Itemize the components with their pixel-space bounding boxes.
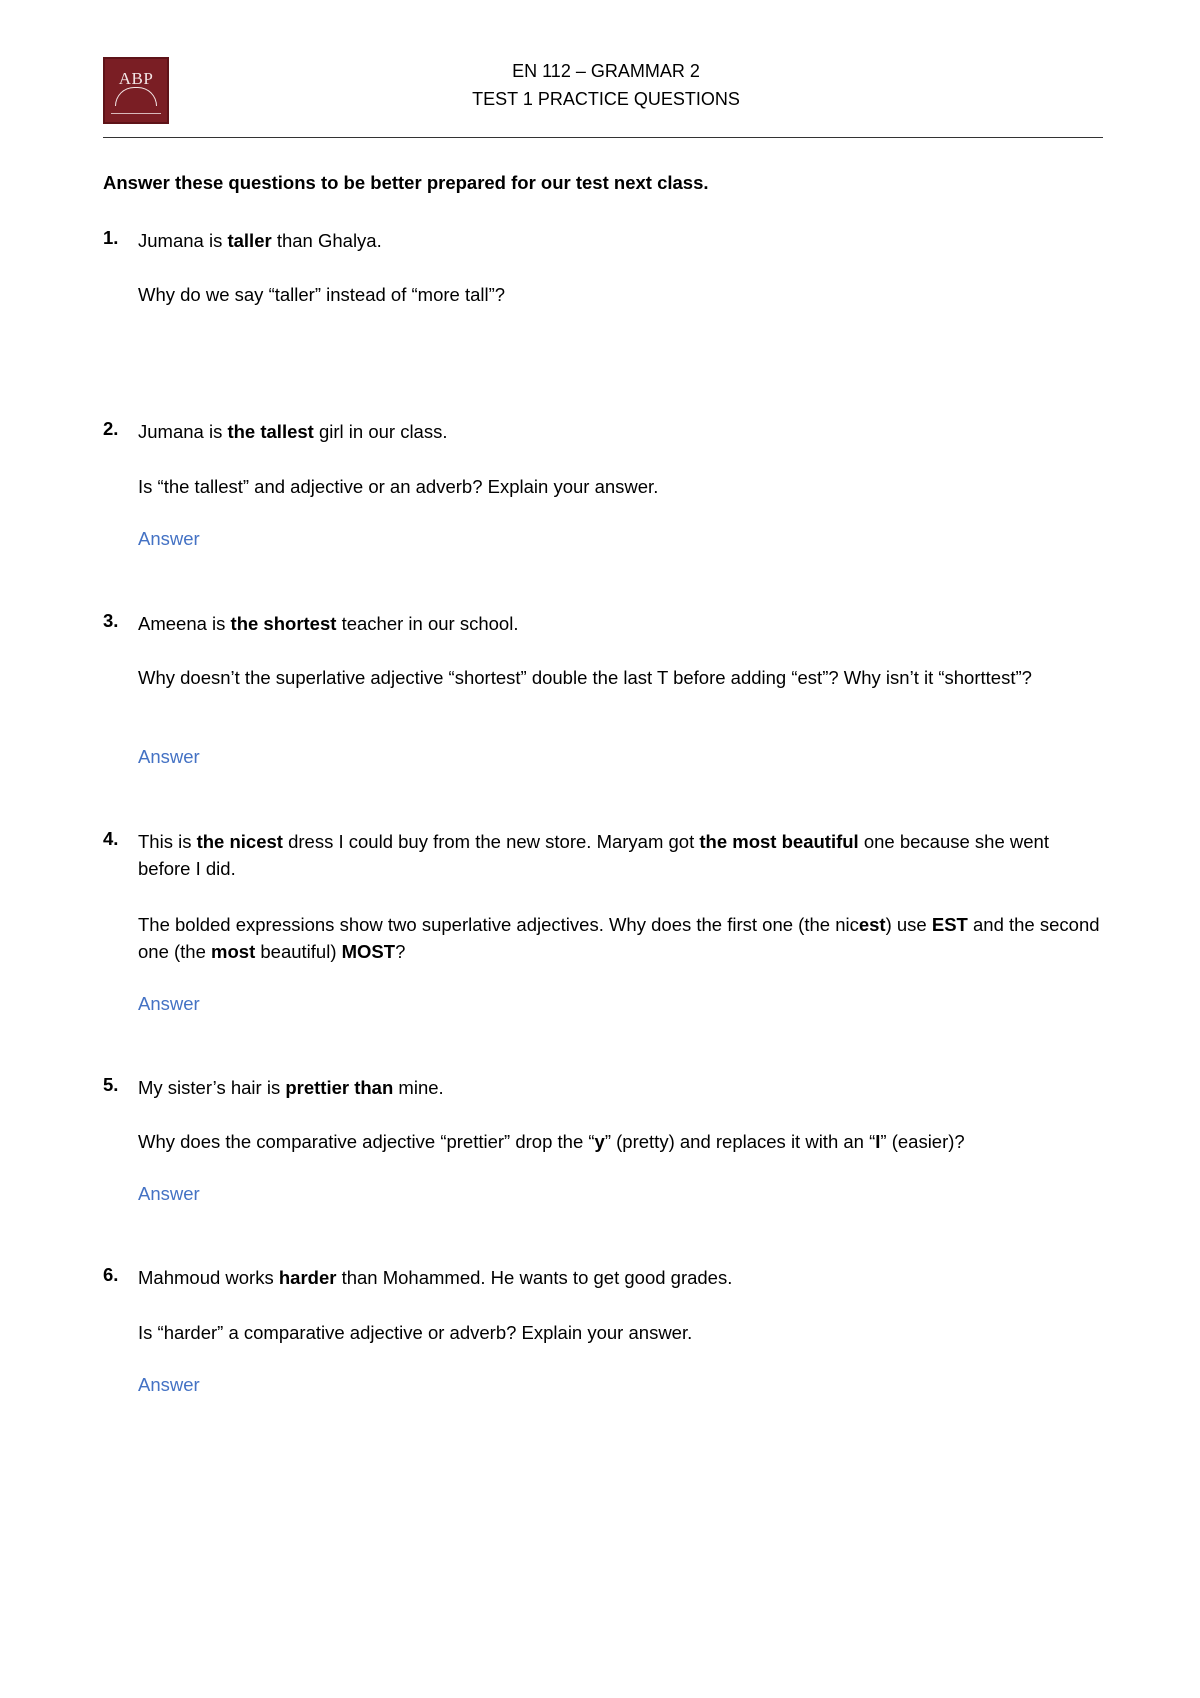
bold-text-run: EST bbox=[931, 914, 968, 935]
question-number: 5. bbox=[103, 1074, 119, 1095]
question-prompt bbox=[138, 911, 1103, 965]
text-run: ” (easier)? bbox=[880, 1131, 965, 1152]
text-run: Why doesn’t the superlative adjective “shortest” double the last T before adding “est”? Why isn’t it “shorttest”? bbox=[138, 667, 1032, 688]
text-run: Why does the comparative adjective “prettier” drop the “ bbox=[138, 1131, 595, 1152]
bold-text-run: harder bbox=[278, 1267, 337, 1288]
bold-text-run: the shortest bbox=[230, 613, 337, 634]
answer-field[interactable]: Answer bbox=[138, 1183, 200, 1204]
text-run: The bolded expressions show two superlative adjectives. Why does the first one (the nic bbox=[138, 914, 859, 935]
course-title: EN 112 – GRAMMAR 2 bbox=[512, 61, 700, 81]
logo-fine-line bbox=[111, 113, 161, 117]
question-statement bbox=[138, 828, 1103, 882]
text-run: than Mohammed. He wants to get good grades. bbox=[336, 1267, 733, 1288]
header-divider bbox=[103, 137, 1103, 138]
bold-text-run: I bbox=[875, 1131, 881, 1152]
question-prompt bbox=[138, 664, 1103, 691]
answer-field[interactable]: Answer bbox=[138, 1374, 200, 1395]
answer-field[interactable]: Answer bbox=[138, 746, 200, 767]
text-run: Mahmoud works bbox=[138, 1267, 279, 1288]
question-number: 4. bbox=[103, 828, 119, 849]
text-run: Is “the tallest” and adjective or an adverb? Explain your answer. bbox=[138, 476, 659, 497]
document-title: TEST 1 PRACTICE QUESTIONS bbox=[472, 89, 740, 109]
bold-text-run: the nicest bbox=[196, 831, 283, 852]
bold-text-run: est bbox=[858, 914, 886, 935]
text-run: Jumana is bbox=[138, 421, 228, 442]
bold-text-run: most bbox=[211, 941, 256, 962]
text-run: This is bbox=[138, 831, 197, 852]
question-statement bbox=[138, 227, 1103, 254]
question-prompt bbox=[138, 473, 1103, 500]
text-run: ” (pretty) and replaces it with an “ bbox=[604, 1131, 876, 1152]
question-prompt bbox=[138, 1319, 1103, 1346]
text-run: and the second one (the bbox=[138, 914, 1100, 962]
question-prompt bbox=[138, 281, 1103, 308]
text-run: Ameena is bbox=[138, 613, 231, 634]
question-number: 3. bbox=[103, 610, 119, 631]
question-number: 6. bbox=[103, 1264, 119, 1285]
instructions: Answer these questions to be better prepared for our test next class. bbox=[103, 172, 709, 193]
logo-text: ABP bbox=[118, 69, 154, 88]
bold-text-run: the tallest bbox=[227, 421, 314, 442]
text-run: Why do we say “taller” instead of “more tall”? bbox=[138, 284, 506, 305]
text-run: than Ghalya. bbox=[271, 230, 382, 251]
answer-field[interactable]: Answer bbox=[138, 993, 200, 1014]
bold-text-run: taller bbox=[227, 230, 272, 251]
question-statement bbox=[138, 610, 1103, 637]
bold-text-run: prettier than bbox=[285, 1077, 394, 1098]
text-run: beautiful) bbox=[255, 941, 342, 962]
text-run: My sister’s hair is bbox=[138, 1077, 286, 1098]
text-run: ? bbox=[395, 941, 406, 962]
question-number: 1. bbox=[103, 227, 119, 248]
text-run: one because she went before I did. bbox=[138, 831, 1049, 879]
text-run: Is “harder” a comparative adjective or adverb? Explain your answer. bbox=[138, 1322, 693, 1343]
question-statement bbox=[138, 1264, 1103, 1291]
text-run: mine. bbox=[393, 1077, 444, 1098]
text-run: teacher in our school. bbox=[336, 613, 519, 634]
bold-text-run: the most beautiful bbox=[699, 831, 859, 852]
bold-text-run: y bbox=[594, 1131, 605, 1152]
question-statement bbox=[138, 1074, 1103, 1101]
text-run: dress I could buy from the new store. Maryam got bbox=[282, 831, 700, 852]
text-run: girl in our class. bbox=[313, 421, 448, 442]
question-statement bbox=[138, 418, 1103, 445]
text-run: Jumana is bbox=[138, 230, 228, 251]
bold-text-run: MOST bbox=[341, 941, 396, 962]
question-number: 2. bbox=[103, 418, 119, 439]
text-run: ) use bbox=[885, 914, 932, 935]
question-prompt bbox=[138, 1128, 1103, 1155]
answer-field[interactable]: Answer bbox=[138, 528, 200, 549]
